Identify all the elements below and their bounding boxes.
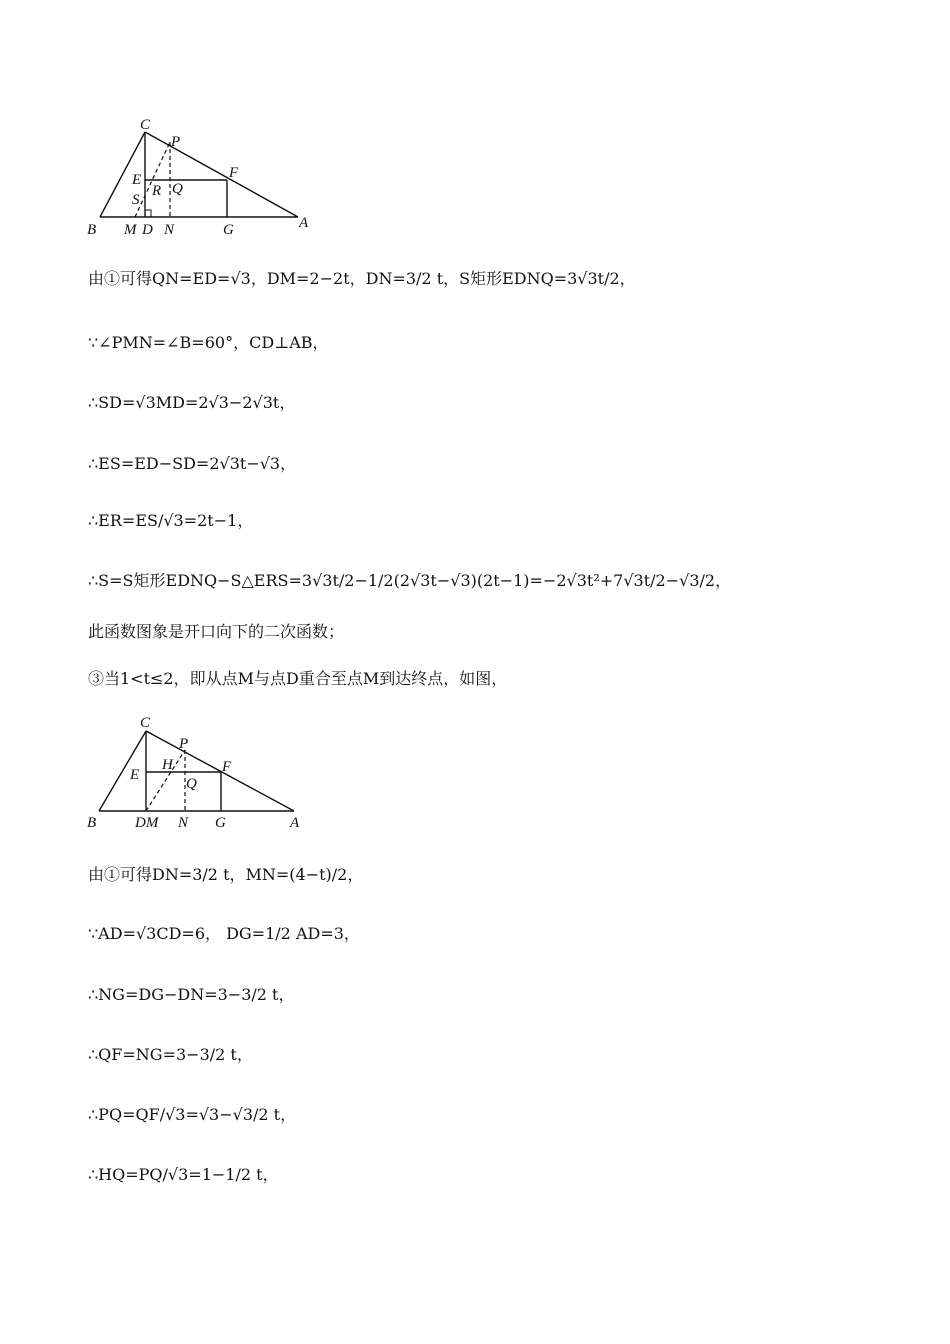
label-m: M — [124, 222, 137, 238]
label-e: E — [132, 172, 142, 188]
label-q: Q — [186, 776, 197, 792]
text-line-11: ∴NG=DG−DN=3−3/2 t， — [88, 985, 295, 1004]
text-line-14: ∴HQ=PQ/√3=1−1/2 t， — [88, 1165, 279, 1184]
label-q: Q — [172, 181, 183, 197]
label-b: B — [87, 815, 97, 831]
label-g: G — [215, 815, 226, 831]
label-c: C — [140, 715, 151, 731]
figure-2 — [84, 708, 324, 832]
label-e: E — [130, 767, 140, 783]
label-a: A — [290, 815, 300, 831]
segment-ca — [145, 132, 298, 217]
text-line-13: ∴PQ=QF/√3=√3−√3/2 t， — [88, 1105, 297, 1124]
label-d: D — [142, 222, 153, 238]
text-line-8: ③当1<t≤2，即从点M与点D重合至点M到达终点，如图， — [88, 669, 508, 688]
label-s: S — [132, 192, 140, 208]
text-line-6: ∴S=S矩形EDNQ−S△ERS=3√3t/2−1/2(2√3t−√3)(2t−1)=−2√3t²+7√3t/2−√3/2， — [88, 571, 732, 590]
label-h: H — [162, 757, 173, 773]
label-r: R — [152, 183, 162, 199]
triangle-diagram-1 — [84, 112, 324, 240]
text-line-9: 由①可得DN=3/2 t，MN=(4−t)/2， — [88, 865, 364, 884]
label-p: P — [171, 134, 181, 150]
label-a: A — [299, 215, 309, 231]
text-line-10: ∵AD=√3CD=6， DG=1/2 AD=3， — [88, 924, 360, 943]
triangle-diagram-2 — [84, 708, 324, 832]
text-line-7: 此函数图象是开口向下的二次函数； — [88, 622, 345, 641]
label-f: F — [229, 165, 239, 181]
text-line-3: ∴SD=√3MD=2√3−2√3t， — [88, 393, 296, 412]
label-f: F — [222, 759, 232, 775]
figure-1 — [84, 112, 324, 240]
label-n: N — [164, 222, 175, 238]
label-c: C — [140, 117, 151, 133]
text-line-12: ∴QF=NG=3−3/2 t， — [88, 1045, 253, 1064]
label-p: P — [179, 736, 189, 752]
label-dm: DM — [135, 815, 159, 831]
label-b: B — [87, 222, 97, 238]
label-g: G — [223, 222, 234, 238]
label-n: N — [178, 815, 189, 831]
text-line-1: 由①可得QN=ED=√3，DM=2−2t，DN=3/2 t，S矩形EDNQ=3√3t/2， — [88, 269, 636, 288]
text-line-2: ∵∠PMN=∠B=60°，CD⊥AB， — [88, 333, 329, 352]
text-line-4: ∴ES=ED−SD=2√3t−√3， — [88, 454, 297, 473]
text-line-5: ∴ER=ES/√3=2t−1， — [88, 511, 254, 530]
right-angle-mark — [145, 210, 151, 217]
